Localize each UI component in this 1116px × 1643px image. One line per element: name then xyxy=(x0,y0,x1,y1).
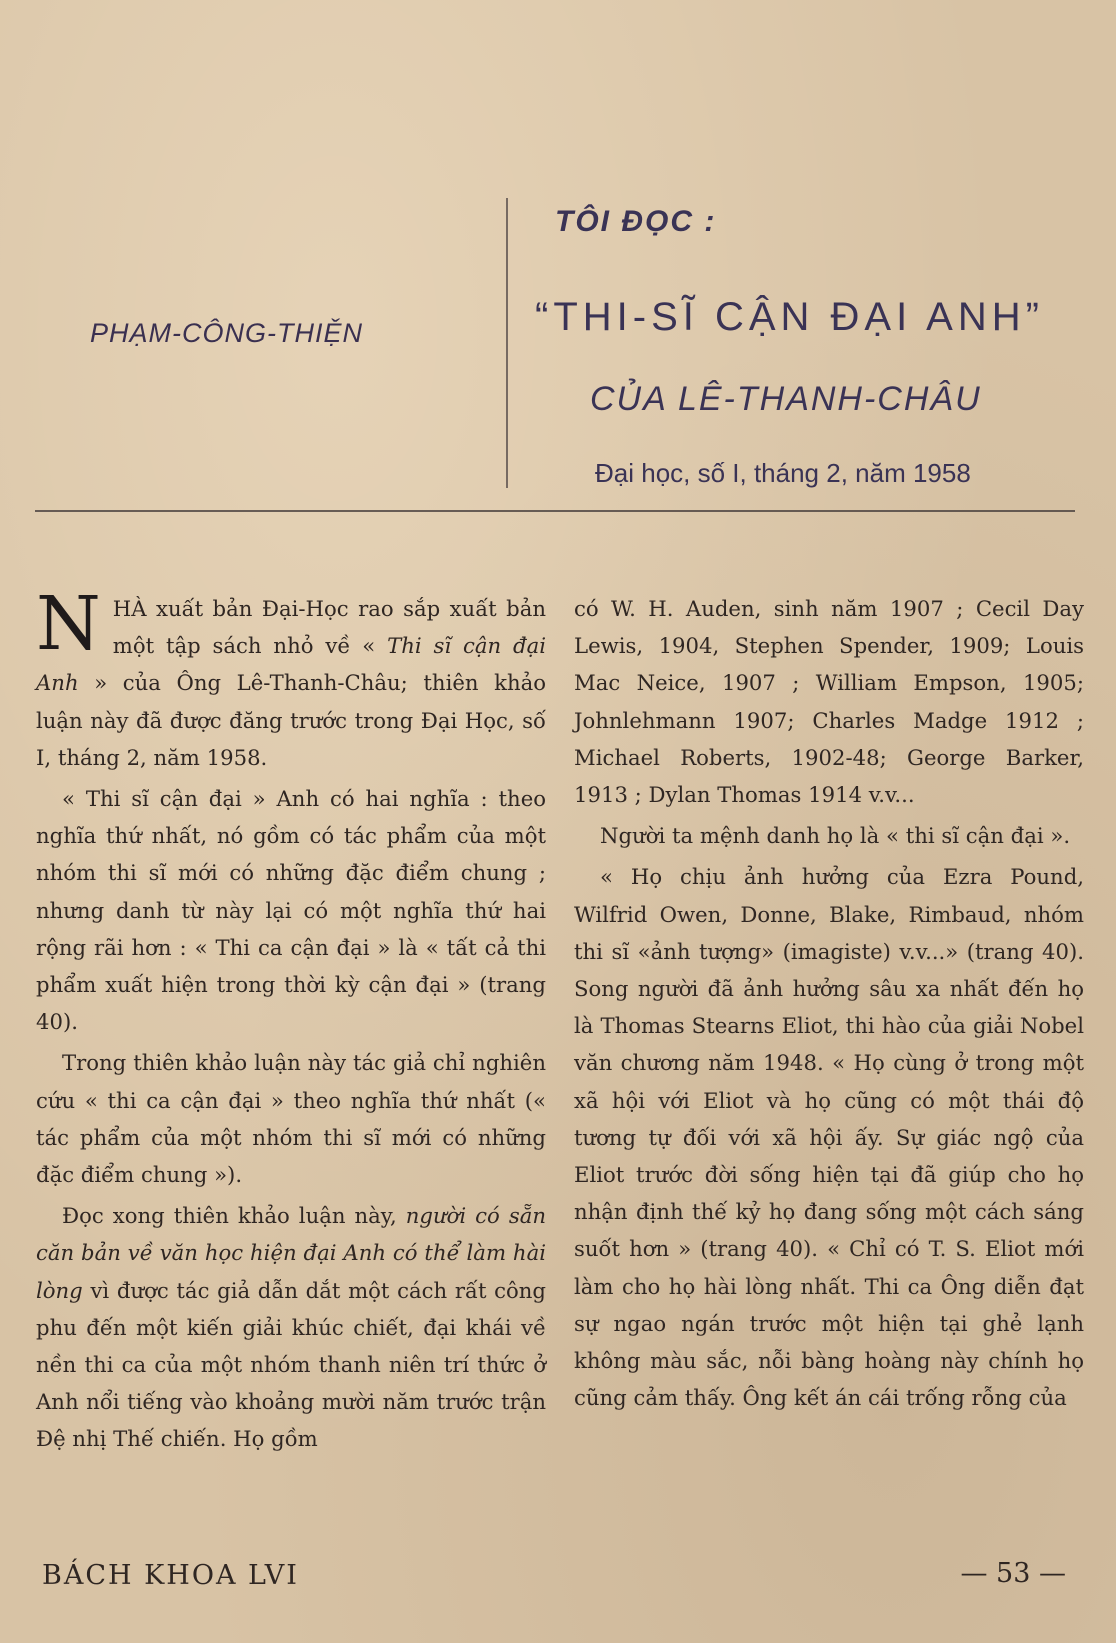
paragraph-1-book-title: Thi sĩ cận đại Anh xyxy=(36,633,546,696)
left-column xyxy=(36,581,546,1458)
reviewed-book-title: “THI-SĨ CẬN ĐẠI ANH” xyxy=(535,295,1044,339)
paragraph-2: « Thi sĩ cận đại » Anh có hai nghĩa : theo nghĩa thứ nhất, nó gồm có tác phẩm của một nhóm thi sĩ mới có những đặc điểm chung ; nhưng danh từ này lại có một nghĩa thứ hai rộng rãi hơn : « Thi ca cận đại » là « tất cả thi phẩm xuất hiện trong thời kỳ cận đại » (trang 40). xyxy=(36,786,546,1035)
right-paragraph-3: « Họ chịu ảnh hưởng của Ezra Pound, Wilfrid Owen, Donne, Blake, Rimbaud, nhóm thi sĩ «ảnh tượng» (imagiste) v.v...» (trang 40). Song người đã ảnh hưởng sâu xa nhất đến họ là Thomas Stearns Eliot, thi hào của giải Nobel văn chương năm 1948. « Họ cùng ở trong một xã hội với Eliot và họ cũng có một thái độ tương tự đối với xã hội ấy. Sự giác ngộ của Eliot trước đời sống hiện tại đã giúp cho họ nhận định thế kỷ họ đang sống một cách sáng suốt hơn » (trang 40). « Chỉ có T. S. Eliot mới làm cho họ hài lòng nhất. Thi ca Ông diễn đạt sự ngao ngán trước một hiện tại ghẻ lạnh không màu sắc, nỗi bàng hoàng này chính họ cũng cảm thấy. Ông kết án cái trống rỗng của xyxy=(574,864,1084,1411)
page-number: — 53 — xyxy=(960,1558,1066,1589)
paragraph-1 xyxy=(36,581,546,776)
article-author: PHẠM-CÔNG-THIỆN xyxy=(90,318,363,348)
header-horizontal-divider xyxy=(35,510,1075,512)
header-vertical-divider xyxy=(506,198,508,488)
right-paragraph-1: có W. H. Auden, sinh năm 1907 ; Cecil Day Lewis, 1904, Stephen Spender, 1909; Louis Mac Neice, 1907 ; William Empson, 1905; Johnlehmann 1907; Charles Madge 1912 ; Michael Roberts, 1902-48; George Barker, 1913 ; Dylan Thomas 1914 v.v... xyxy=(574,596,1084,808)
section-kicker: TÔI ĐỌC : xyxy=(555,205,717,238)
paragraph-1-text-c: » của Ông Lê-Thanh-Châu; thiên khảo luận này đã được đăng trước trong Đại Học, số I, tháng 2, năm 1958. xyxy=(36,670,546,770)
right-column xyxy=(574,590,1084,1416)
reviewed-book-author: CỦA LÊ-THANH-CHÂU xyxy=(590,380,982,418)
paragraph-4-italic: người có sẵn căn bản về văn học hiện đại Anh có thể làm hài lòng xyxy=(36,1203,546,1303)
paragraph-4-text-a: Đọc xong thiên khảo luận này, xyxy=(62,1203,397,1229)
paragraph-4 xyxy=(36,1197,546,1457)
magazine-footer: BÁCH KHOA LVI xyxy=(42,1560,299,1591)
paragraph-4-text-c: vì được tác giả dẫn dắt một cách rất công phu đến một kiến giải khúc chiết, đại khái về nền thi ca của một nhóm thanh niên trí thức ở Anh nổi tiếng vào khoảng mười năm trước trận Đệ nhị Thế chiến. Họ gồm xyxy=(36,1277,546,1452)
publication-source: Đại học, số I, tháng 2, năm 1958 xyxy=(595,458,971,488)
paragraph-1-text-a: HÀ xuất bản Đại-Học rao sắp xuất bản một tập sách nhỏ về « xyxy=(112,596,546,659)
right-paragraph-2: Người ta mệnh danh họ là « thi sĩ cận đại ». xyxy=(600,823,1071,849)
drop-cap: N xyxy=(36,581,101,667)
paragraph-3: Trong thiên khảo luận này tác giả chỉ nghiên cứu « thi ca cận đại » theo nghĩa thứ nhất (« tác phẩm của một nhóm thi sĩ mới có những đặc điểm chung »). xyxy=(36,1050,546,1188)
